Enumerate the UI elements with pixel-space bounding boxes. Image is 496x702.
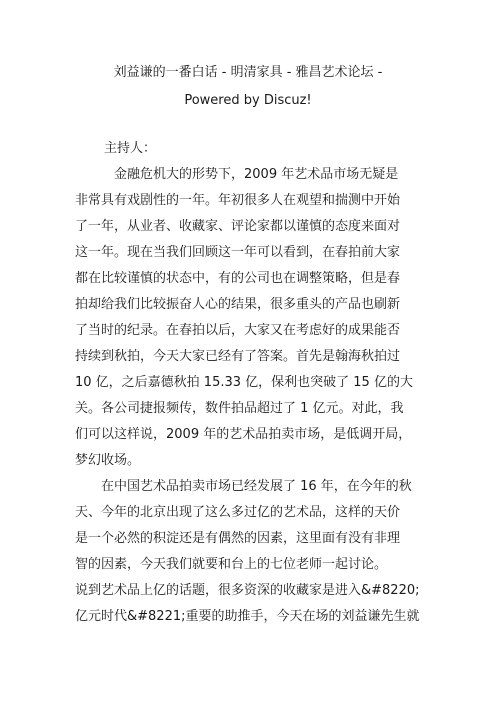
body-line: 们可以这样说，2009 年的艺术品拍卖市场，是低调开局， <box>75 427 412 442</box>
body-line: 关。各公司捷报频传，数件拍品超过了 1 亿元。对此，我 <box>75 401 404 416</box>
body-line: 非常具有戏剧性的一年。年初很多人在观望和揣测中开始 <box>75 193 401 208</box>
body-line: 都在比较谨慎的状态中，有的公司也在调整策略，但是春 <box>75 271 401 286</box>
body-line: 持续到秋拍，今天大家已经有了答案。首先是翰海秋拍过 <box>75 349 401 364</box>
host-label: 主持人： <box>104 141 157 156</box>
body-line: 这一年。现在当我们回顾这一年可以看到，在春拍前大家 <box>75 245 401 260</box>
body-line: 10 亿，之后嘉德秋拍 15.33 亿，保利也突破了 15 亿的大 <box>75 375 413 390</box>
body-line: 智的因素，今天我们就要和台上的七位老师一起讨论。 <box>75 557 388 572</box>
body-line: 了当时的纪录。在春拍以后，大家又在考虑好的成果能否 <box>75 323 401 338</box>
body-line: 亿元时代&#8221;重要的助推手，今天在场的刘益谦先生就 <box>75 609 420 624</box>
body-line: 天、今年的北京出现了这么多过亿的艺术品，这样的天价 <box>75 505 401 520</box>
body-line: 在中国艺术品拍卖市场已经发展了 16 年，在今年的秋 <box>75 479 412 494</box>
body-line: 拍却给我们比较振奋人心的结果，很多重头的产品也刷新 <box>75 297 401 312</box>
body-line: 了一年，从业者、收藏家、评论家都以谨慎的态度来面对 <box>75 219 401 234</box>
body-line: 梦幻收场。 <box>75 453 141 468</box>
body-line: 说到艺术品上亿的话题，很多资深的收藏家是进入&#8220; <box>75 583 420 598</box>
body-line: 金融危机大的形势下，2009 年艺术品市场无疑是 <box>75 167 399 182</box>
body-line: 是一个必然的积淀还是有偶然的因素，这里面有没有非理 <box>75 531 401 546</box>
page-subtitle: Powered by Discuz! <box>184 93 312 108</box>
page-title: 刘益谦的一番白话 - 明清家具 - 雅昌艺术论坛 - <box>113 65 383 80</box>
